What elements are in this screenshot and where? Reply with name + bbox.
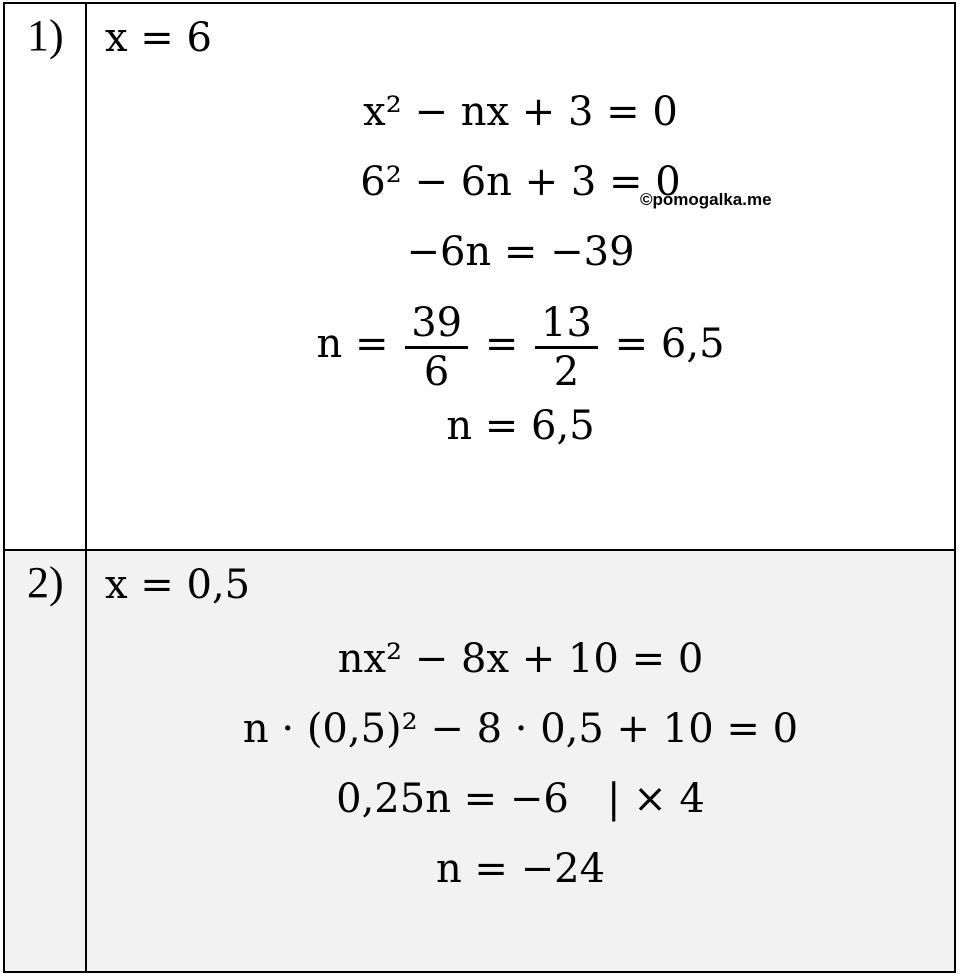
fraction-13-over-2 — [535, 299, 598, 395]
equation-step: −6n = −39 — [406, 229, 635, 275]
watermark: ©pomogalka.me — [640, 190, 772, 209]
row-number: 2) — [27, 558, 64, 607]
solution-row-1 — [4, 3, 955, 550]
fraction-equals: = — [484, 321, 519, 367]
equation-step: 0,25n = −6 | × 4 — [336, 776, 705, 822]
given-value: x = 6 — [105, 15, 212, 61]
row-number: 1) — [27, 11, 64, 60]
equation-step: n · (0,5)² − 8 · 0,5 + 10 = 0 — [242, 706, 799, 752]
equation-step: 6² − 6n + 3 = 0 — [360, 159, 681, 205]
fraction-39-over-6 — [405, 299, 468, 395]
equation-steps — [87, 82, 954, 466]
equation-steps — [87, 629, 954, 909]
fraction-lhs: n = — [316, 321, 389, 367]
solution-row-2 — [4, 550, 955, 972]
result-step: n = −24 — [435, 846, 606, 892]
fraction-step — [87, 292, 954, 396]
row-number-cell — [4, 550, 86, 972]
fraction-numerator: 39 — [411, 299, 463, 346]
row-content-cell — [86, 550, 955, 972]
result-step: n = 6,5 — [446, 403, 595, 449]
fraction-denominator: 6 — [423, 348, 450, 395]
given-value: x = 0,5 — [105, 562, 251, 608]
fraction-numerator: 13 — [541, 299, 592, 346]
equation-step: nx² − 8x + 10 = 0 — [337, 636, 704, 682]
fraction-rhs: = 6,5 — [614, 321, 725, 367]
row-number-cell — [4, 3, 86, 550]
fraction-denominator: 2 — [553, 348, 580, 395]
equation-step: x² − nx + 3 = 0 — [363, 89, 678, 135]
row-content-cell — [86, 3, 955, 550]
solution-table — [3, 2, 956, 973]
